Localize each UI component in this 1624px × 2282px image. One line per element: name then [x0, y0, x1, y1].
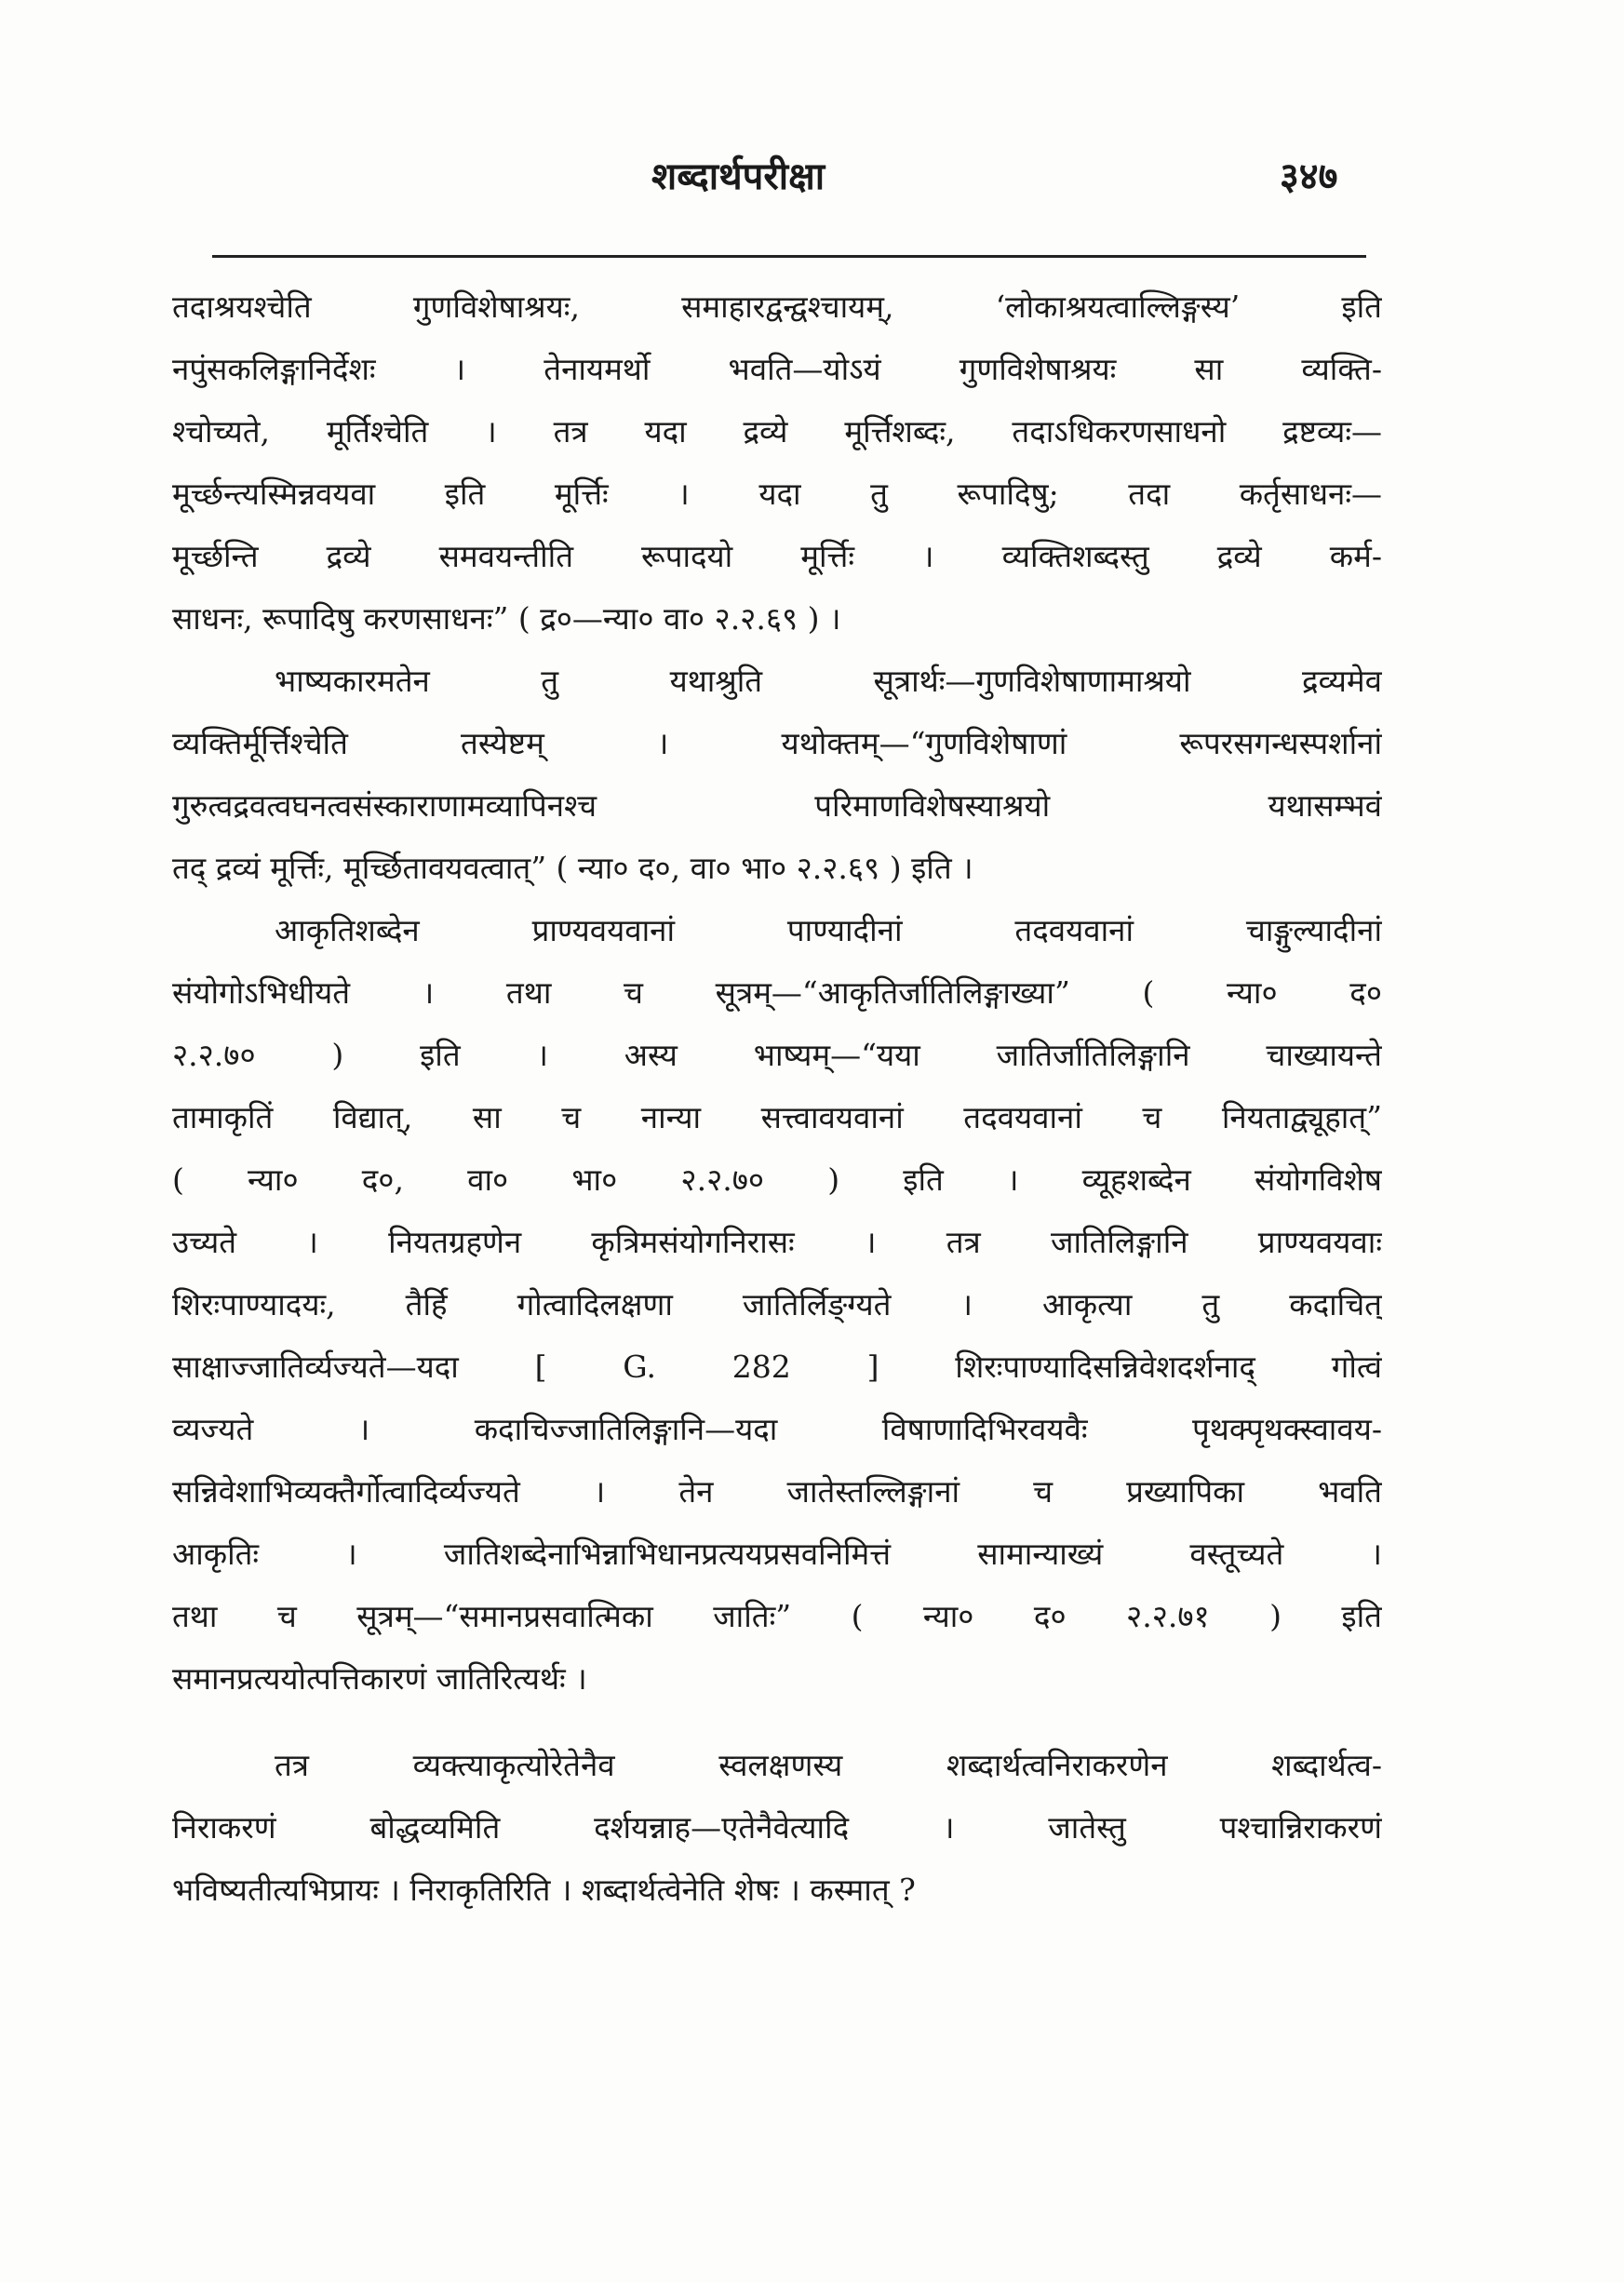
- paragraph-3: [172, 899, 1382, 1710]
- body-text: [172, 275, 1382, 1921]
- text-line: भाष्यकारमतेन तु यथाश्रुति सूत्रार्थः—गुणविशेषाणामाश्रयो द्रव्यमेव: [275, 663, 1382, 699]
- text-line: तामाकृतिं विद्यात्, सा च नान्या सत्त्वावयवानां तदवयवानां च नियताद्व्यूहात्”: [172, 1099, 1382, 1135]
- running-title: शब्दार्थपरीक्षा: [651, 154, 825, 198]
- text-line: मूर्च्छन्त्यस्मिन्नवयवा इति मूर्त्तिः । यदा तु रूपादिषु; तदा कर्तृसाधनः—: [172, 476, 1382, 512]
- paragraph-4: [172, 1734, 1382, 1921]
- text-line: नपुंसकलिङ्गानिर्देशः । तेनायमर्थो भवति—योऽयं गुणविशेषाश्रयः सा व्यक्ति-: [172, 351, 1382, 387]
- text-line: ( न्या० द०, वा० भा० २.२.७० ) इति । व्यूहशब्देन संयोगविशेष: [172, 1161, 1382, 1198]
- text-line: श्चोच्यते, मूर्तिश्चेति । तत्र यदा द्रव्ये मूर्त्तिशब्दः, तदाऽधिकरणसाधनो द्रष्टव्यः—: [172, 413, 1382, 450]
- text-line: समानप्रत्ययोत्पत्तिकारणं जातिरित्यर्थः ।: [172, 1660, 587, 1697]
- paragraph-2: [172, 650, 1382, 899]
- text-line: आकृतिः । जातिशब्देनाभिन्नाभिधानप्रत्ययप्रसवनिमित्तं सामान्याख्यं वस्तूच्यते ।: [172, 1536, 1382, 1572]
- text-line: तदाश्रयश्चेति गुणविशेषाश्रयः, समाहारद्वन्द्वश्चायम्, ‘लोकाश्रयत्वाल्लिङ्गस्य’ इति: [172, 289, 1382, 325]
- text-line: २.२.७० ) इति । अस्य भाष्यम्—“यया जातिर्जातिलिङ्गानि चाख्यायन्ते: [172, 1037, 1382, 1073]
- text-line: भविष्यतीत्यभिप्रायः । निराकृतिरिति । शब्दार्थत्वेनेति शेषः । कस्मात् ?: [172, 1872, 916, 1908]
- text-line: निराकरणं बोद्धव्यमिति दर्शयन्नाह—एतेनैवेत्यादि । जातेस्तु पश्चान्निराकरणं: [172, 1809, 1382, 1846]
- text-line: गुरुत्वद्रवत्वघनत्वसंस्काराणामव्यापिनश्च परिमाणविशेषस्याश्रयो यथासम्भवं: [172, 787, 1382, 824]
- running-head: [0, 149, 1624, 205]
- text-line: व्यक्तिर्मूर्त्तिश्चेति तस्येष्टम् । यथोक्तम्—“गुणविशेषाणां रूपरसगन्धस्पर्शानां: [172, 725, 1382, 761]
- text-line: व्यज्यते । कदाचिज्जातिलिङ्गानि—यदा विषाणादिभिरवयवैः पृथक्पृथक्स्वावय-: [172, 1411, 1382, 1447]
- text-line: मूर्च्छन्ति द्रव्ये समवयन्तीति रूपादयो मूर्त्तिः । व्यक्तिशब्दस्तु द्रव्ये कर्म-: [172, 538, 1382, 574]
- text-line: तथा च सूत्रम्—“समानप्रसवात्मिका जातिः” ( न्या० द० २.२.७१ ) इति: [172, 1598, 1382, 1634]
- page-number: ३४७: [1280, 154, 1338, 198]
- text-line: शिरःपाण्यादयः, तैर्हि गोत्वादिलक्षणा जातिर्लिङ्ग्यते । आकृत्या तु कदाचित्: [172, 1286, 1382, 1322]
- text-line: आकृतिशब्देन प्राण्यवयवानां पाण्यादीनां तदवयवानां चाङ्गुल्यादीनां: [275, 912, 1382, 948]
- text-line: साक्षाज्जातिर्व्यज्यते—यदा [ G. 282 ] शिरःपाण्यादिसन्निवेशदर्शनाद् गोत्वं: [172, 1349, 1382, 1385]
- text-line: साधनः, रूपादिषु करणसाधनः” ( द्र०—न्या० वा० २.२.६९ ) ।: [172, 600, 841, 637]
- text-line: सन्निवेशाभिव्यक्तैर्गोत्वादिर्व्यज्यते । तेन जातेस्तल्लिङ्गानां च प्रख्यापिका भवति: [172, 1473, 1382, 1510]
- text-line: तद् द्रव्यं मूर्त्तिः, मूर्च्छितावयवत्वात्” ( न्या० द०, वा० भा० २.२.६९ ) इति ।: [172, 850, 973, 886]
- text-line: उच्यते । नियतग्रहणेन कृत्रिमसंयोगनिरासः । तत्र जातिलिङ्गानि प्राण्यवयवाः: [172, 1224, 1382, 1260]
- header-rule: [212, 255, 1366, 258]
- text-line: संयोगोऽभिधीयते । तथा च सूत्रम्—“आकृतिर्जातिलिङ्गाख्या” ( न्या० द०: [172, 974, 1382, 1011]
- paragraph-gap: [172, 1710, 1382, 1734]
- text-line: तत्र व्यक्त्याकृत्योरेतेनैव स्वलक्षणस्य शब्दार्थत्वनिराकरणेन शब्दार्थत्व-: [275, 1747, 1382, 1783]
- paragraph-1: [172, 275, 1382, 650]
